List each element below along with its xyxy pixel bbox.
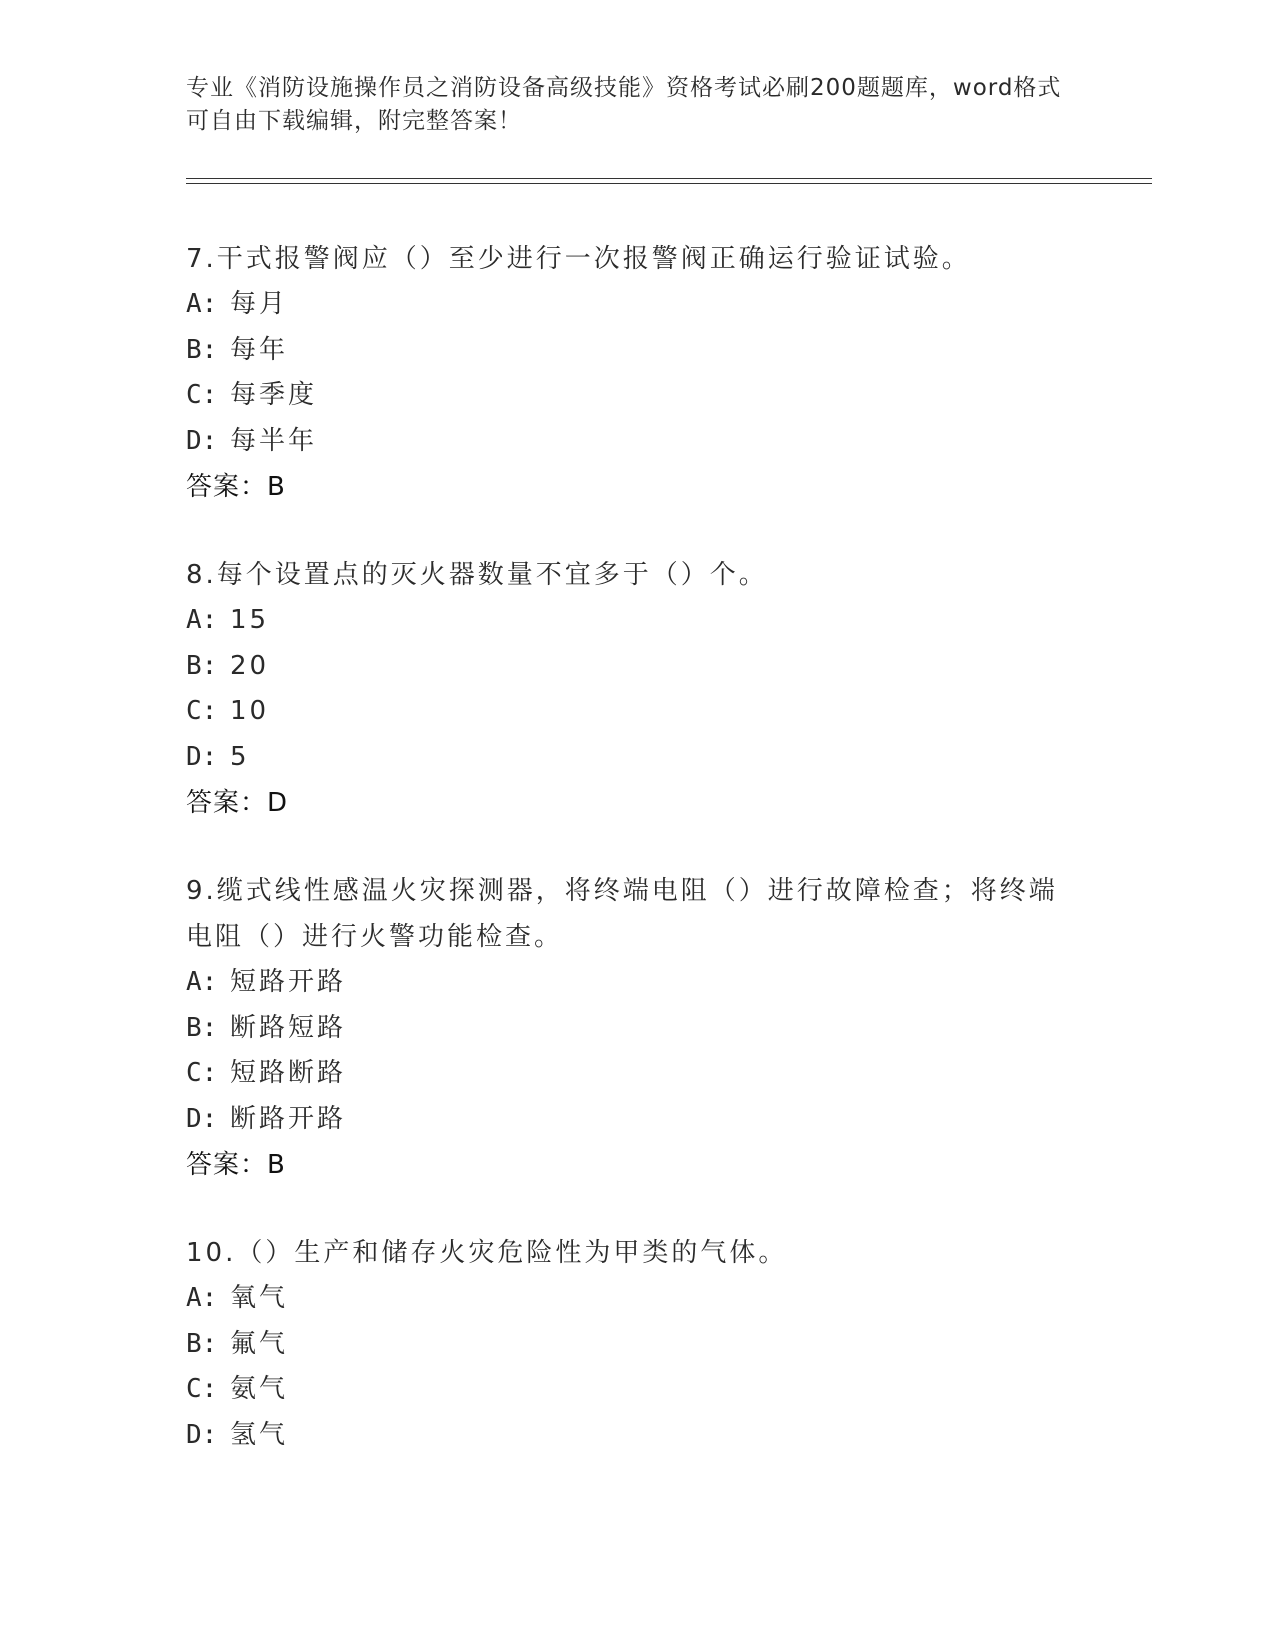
header-divider-top (186, 178, 1152, 179)
answer-line: 答案：B (186, 1150, 286, 1180)
option-a (186, 282, 1066, 328)
option-text: 每半年 (230, 425, 318, 456)
option-text: 断路短路 (230, 1012, 347, 1043)
option-text: 短路开路 (230, 967, 347, 997)
option-key: D: (186, 425, 218, 456)
option-b (186, 644, 1066, 690)
option-c (186, 689, 1066, 735)
option-key: B: (186, 334, 218, 365)
option-key: C: (186, 1374, 218, 1404)
option-key: C: (186, 1058, 218, 1088)
question-stem: 9.缆式线性感温火灾探测器，将终端电阻（）进行故障检查；将终端电阻（）进行火警功能检查。 (186, 876, 1058, 952)
question-9 (186, 868, 1066, 1188)
option-d (186, 1097, 1066, 1143)
option-key: A: (186, 1283, 218, 1313)
option-text: 5 (230, 741, 250, 772)
option-c (186, 373, 1066, 419)
question-10 (186, 1230, 1066, 1458)
option-a (186, 960, 1066, 1006)
option-key: B: (186, 650, 218, 681)
option-a (186, 1276, 1066, 1322)
option-text: 15 (230, 605, 270, 635)
option-a (186, 598, 1066, 644)
option-key: A: (186, 289, 218, 319)
option-text: 每月 (230, 289, 289, 319)
option-key: B: (186, 1328, 218, 1359)
question-8 (186, 552, 1066, 826)
option-b (186, 1322, 1066, 1368)
option-b (186, 328, 1066, 374)
option-key: C: (186, 380, 218, 410)
option-key: A: (186, 605, 218, 635)
option-text: 每季度 (230, 380, 318, 410)
option-c (186, 1367, 1066, 1413)
option-text: 每年 (230, 334, 289, 365)
option-text: 短路断路 (230, 1058, 347, 1088)
option-key: D: (186, 741, 218, 772)
option-d (186, 1413, 1066, 1459)
option-b (186, 1006, 1066, 1052)
document-header (186, 72, 1066, 138)
option-key: D: (186, 1103, 218, 1134)
option-d (186, 419, 1066, 465)
option-text: 10 (230, 696, 270, 726)
option-text: 断路开路 (230, 1103, 347, 1134)
answer-line: 答案：D (186, 788, 289, 818)
question-list (186, 236, 1066, 1500)
answer-line: 答案：B (186, 472, 286, 502)
option-text: 氟气 (230, 1328, 289, 1359)
header-intro-text: 专业《消防设施操作员之消防设备高级技能》资格考试必刷200题题库，word格式可自由下载编辑，附完整答案！ (186, 75, 1062, 134)
option-key: D: (186, 1419, 218, 1450)
question-stem: 7.干式报警阀应（）至少进行一次报警阀正确运行验证试验。 (186, 244, 971, 274)
header-divider-bottom (186, 183, 1152, 184)
option-d (186, 735, 1066, 781)
option-key: A: (186, 967, 218, 997)
option-c (186, 1051, 1066, 1097)
option-key: C: (186, 696, 218, 726)
option-text: 氨气 (230, 1374, 289, 1404)
question-stem: 10.（）生产和储存火灾危险性为甲类的气体。 (186, 1238, 788, 1268)
option-text: 氧气 (230, 1283, 289, 1313)
option-text: 20 (230, 650, 270, 681)
option-text: 氢气 (230, 1419, 289, 1450)
option-key: B: (186, 1012, 218, 1043)
question-7 (186, 236, 1066, 510)
question-stem: 8.每个设置点的灭火器数量不宜多于（）个。 (186, 560, 768, 590)
